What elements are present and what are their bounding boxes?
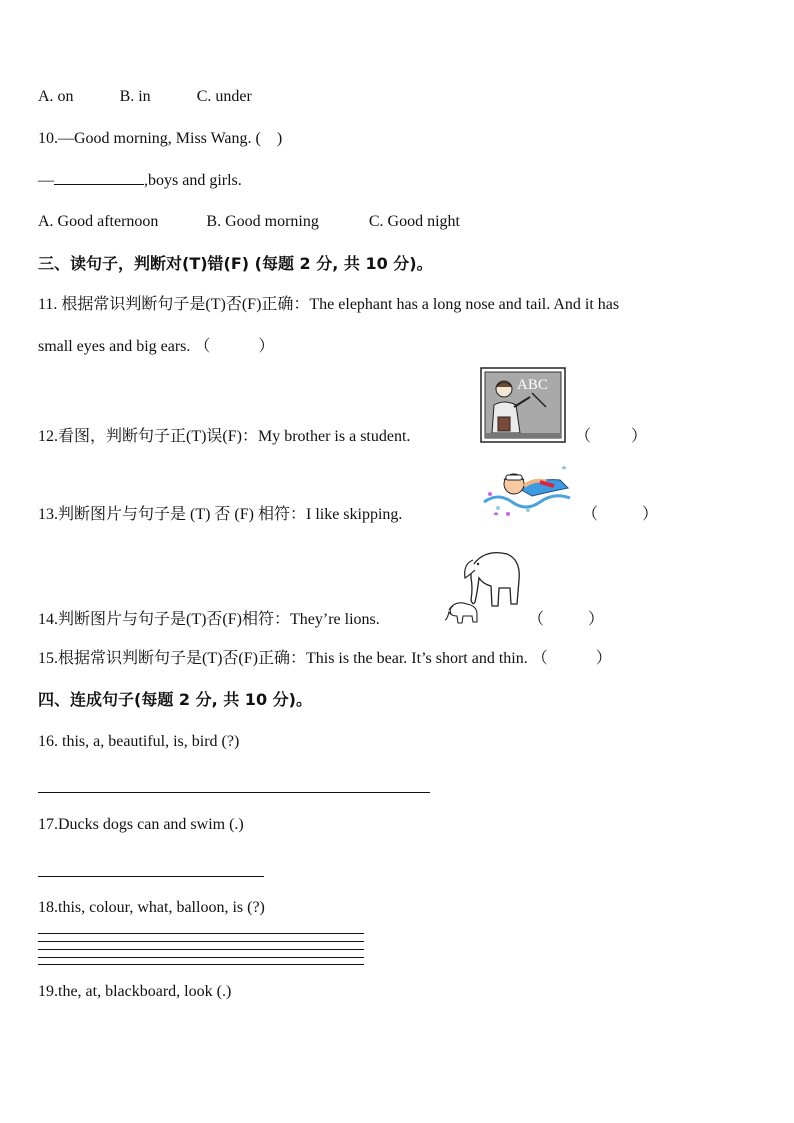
q16-text: 16. this, a, beautiful, is, bird (?) xyxy=(38,733,240,750)
q16-answer-line[interactable] xyxy=(38,792,430,793)
q13-text: 13.判断图片与句子是 (T) 否 (F) 相符：I like skipping. xyxy=(38,506,403,523)
q10-option-b: B. Good morning xyxy=(206,213,319,230)
q9-option-a: A. on xyxy=(38,88,74,105)
q12-answer-paren[interactable]: （ ） xyxy=(575,428,648,445)
q10-reply-prefix: — xyxy=(38,172,54,189)
swimming-child-image xyxy=(478,458,574,520)
q9-option-b: B. in xyxy=(119,88,151,105)
q18-answer-line-4[interactable] xyxy=(38,957,364,958)
q10-option-a: A. Good afternoon xyxy=(38,213,159,230)
q18-answer-line-3[interactable] xyxy=(38,949,364,950)
q18-answer-line-1[interactable] xyxy=(38,933,364,934)
q10-answer-blank[interactable] xyxy=(54,170,144,185)
q10-reply-suffix: ,boys and girls. xyxy=(144,172,242,189)
q9-options xyxy=(38,87,252,107)
q17-text: 17.Ducks dogs can and swim (.) xyxy=(38,816,244,833)
q14-answer-paren[interactable]: （ ） xyxy=(528,611,605,628)
q18-answer-line-5[interactable] xyxy=(38,964,364,965)
q10-options xyxy=(38,212,460,232)
q18-answer-line-2[interactable] xyxy=(38,941,364,942)
elephants-image xyxy=(443,544,523,626)
q13-answer-paren[interactable]: （ ） xyxy=(582,506,659,523)
q12-text: 12.看图，判断句子正(T)误(F)：My brother is a student. xyxy=(38,428,411,445)
teacher-blackboard-image xyxy=(480,367,566,443)
q18-text: 18.this, colour, what, balloon, is (?) xyxy=(38,899,265,916)
q10-reply xyxy=(38,170,242,191)
q9-option-c: C. under xyxy=(196,88,252,105)
q19-text: 19.the, at, blackboard, look (.) xyxy=(38,983,232,1000)
q17-answer-line[interactable] xyxy=(38,876,264,877)
q14-text: 14.判断图片与句子是(T)否(F)相符：They’re lions. xyxy=(38,611,380,628)
q11-line1: 11. 根据常识判断句子是(T)否(F)正确：The elephant has a long nose and tail. And it has xyxy=(38,296,620,313)
q10-prompt: 10.—Good morning, Miss Wang. ( ) xyxy=(38,130,283,147)
blackboard-text: ABC xyxy=(517,377,548,393)
section3-title: 三、读句子，判断对(T)错(F) (每题 2 分, 共 10 分)。 xyxy=(38,254,433,273)
section4-title: 四、连成句子(每题 2 分, 共 10 分)。 xyxy=(38,690,312,709)
q15-text: 15.根据常识判断句子是(T)否(F)正确：This is the bear. It’s short and thin. （ ） xyxy=(38,650,612,667)
q11-line2: small eyes and big ears. （ ） xyxy=(38,338,275,355)
q10-option-c: C. Good night xyxy=(368,213,460,230)
